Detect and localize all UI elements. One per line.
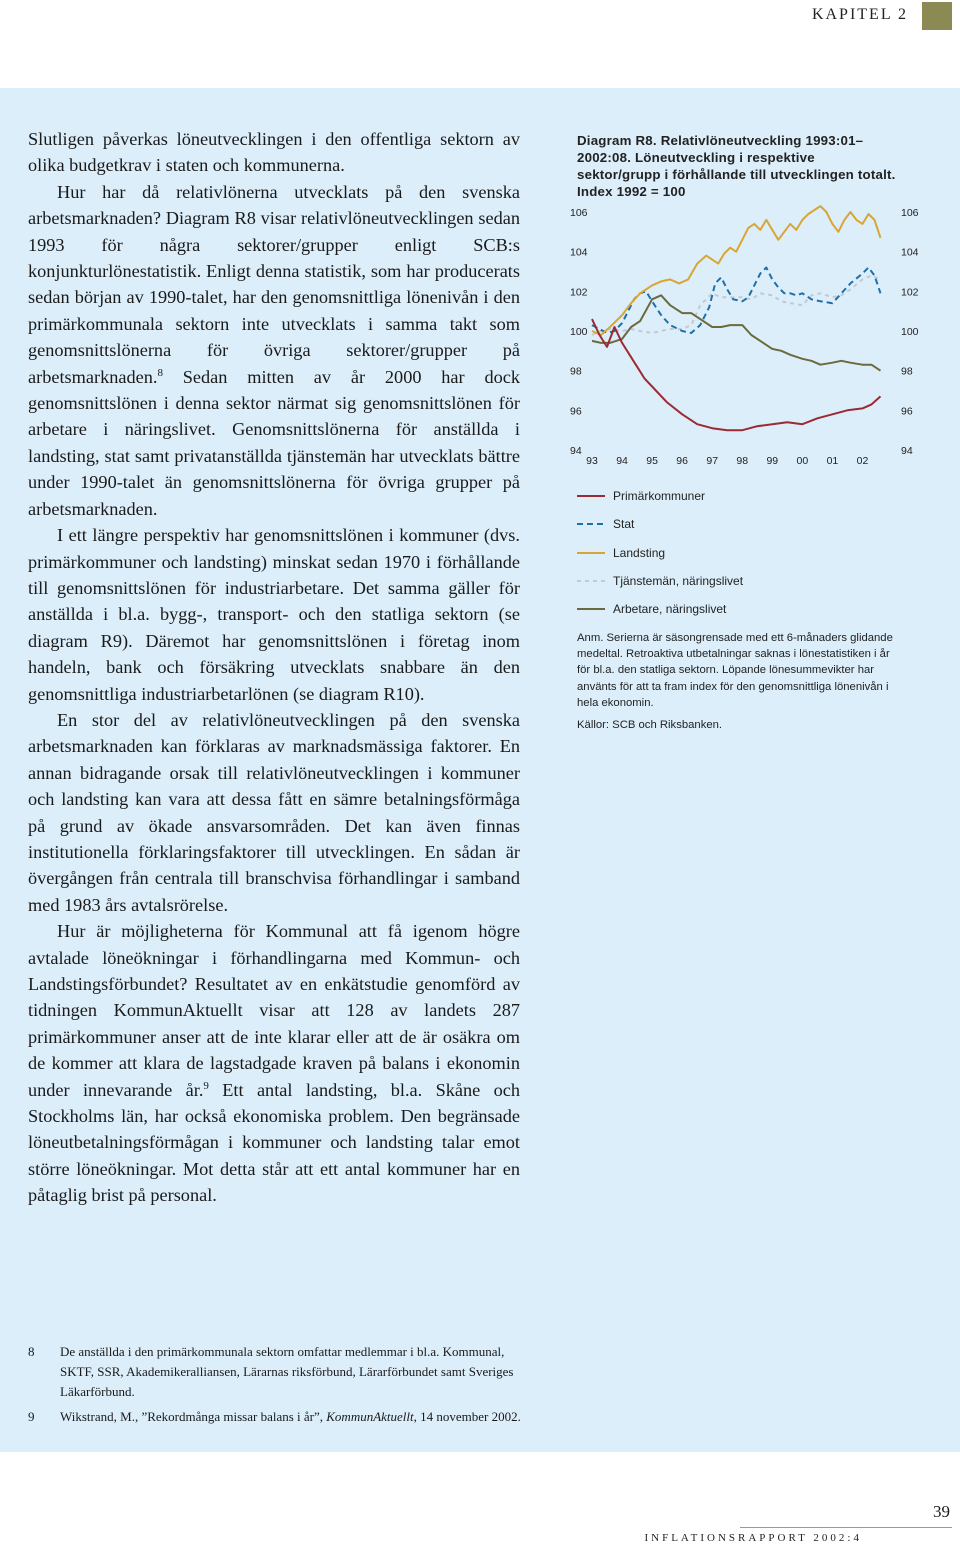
footnote-number: 8: [28, 1344, 35, 1359]
footnote-ref[interactable]: 9: [203, 1079, 209, 1092]
legend-label: Tjänstemän, näringslivet: [613, 574, 744, 589]
diagram-caption: [577, 132, 897, 200]
paragraph-text: Slutligen påverkas löneutvecklingen i den offentliga sektorn av olika budgetkrav i staten och kommunerna.: [28, 129, 520, 176]
legend-label: Landsting: [613, 545, 666, 560]
line-chart: [540, 198, 940, 478]
legend-label: Stat: [613, 517, 635, 532]
legend-item: [577, 482, 743, 510]
x-tick-label: 94: [616, 455, 628, 467]
series-line-0: [592, 319, 881, 430]
legend-item: [577, 567, 743, 595]
x-tick-label: 01: [826, 455, 839, 467]
x-tick-label: 02: [856, 455, 869, 467]
legend-swatch: [577, 519, 605, 529]
paragraph-p5: [28, 918, 520, 1208]
sources-text: Källor: SCB och Riksbanken.: [577, 719, 723, 732]
chart-notes: [577, 630, 897, 739]
series-line-4: [592, 295, 881, 370]
legend-swatch: [577, 604, 605, 614]
y-tick-label-left: 106: [570, 207, 588, 219]
legend-item: [577, 595, 743, 623]
footnote-text: [60, 1407, 521, 1427]
footnotes: [28, 1342, 528, 1432]
x-tick-label: 99: [766, 455, 779, 467]
y-tick-label-left: 104: [570, 246, 588, 259]
y-tick-label-right: 98: [901, 365, 913, 378]
chapter-color-swatch: [922, 2, 952, 30]
x-tick-label: 93: [586, 455, 598, 467]
paragraph-text: Hur har då relativlönerna utvecklats på den svenska arbetsmarknaden? Diagram R8 visar relativlöneutvecklingen sedan 1993 för några sektorer/grupper enligt SCB:s konjunkturlönestatistik. Enligt denna statistik, som har producerats sedan början av 1990-talet, har den genomsnittliga lönenivån i den primärkommunala sektorn inte utvecklats i samma takt som genomsnittslönerna för övriga sektorer/grupper på arbetsmarknaden.: [28, 181, 520, 387]
paragraph-text: En stor del av relativlöneutvecklingen på den svenska arbetsmarknaden kan förklaras av marknadsmässiga faktorer. En annan bidragande orsak till relativlöneutvecklingen i kommuner och landsting kan vara att dessa fått en sämre betalningsförmåga på grund av ökade ansvarsområden. Det kan även finnas institutionella förklaringsfaktorer till utvecklingen. En sådan är övergången från centrala till branschvisa förhandlingar i samband med 1983 års avtalsrörelse.: [28, 709, 520, 915]
y-tick-label-left: 96: [570, 405, 582, 418]
y-tick-label-left: 102: [570, 286, 588, 299]
paragraph-text: Sedan mitten av år 2000 har dock genomsnittslönen i denna sektor närmat sig genomsnittslönen för arbetare i näringslivet. Genomsnittslönerna för anställda i landsting, stat samt privatanställda tjänstemän har utvecklats bättre under 1990-talet än genomsnittslönerna för övriga grupper på arbetsmarknaden.: [28, 366, 520, 519]
page-header: [0, 0, 960, 32]
legend-swatch: [577, 548, 605, 558]
y-tick-label-right: 100: [901, 326, 919, 338]
paragraph-p4: [28, 707, 520, 918]
paragraph-text: Ett antal landsting, bl.a. Skåne och Stockholms län, har också ekonomiska problem. Den begränsade löneutbetalningsförmågan i kommuner och landsting talar emot större löneökningar. Mot detta står att ett antal kommuner har en påtaglig brist på personal.: [28, 1079, 521, 1206]
y-tick-label-right: 94: [901, 445, 913, 457]
footnote-9: [28, 1407, 528, 1427]
legend-label: Arbetare, näringslivet: [613, 602, 727, 617]
y-tick-label-left: 94: [570, 445, 582, 457]
diagram-title: Diagram R8. Relativlöneutveckling 1993:01–2002:08. Löneutveckling i respektive sektor/grupp i förhållande till utvecklingen totalt. Index 1992 = 100: [577, 133, 896, 199]
y-tick-label-right: 106: [901, 207, 919, 219]
x-tick-label: 00: [796, 455, 809, 467]
paragraph-text: Hur är möjligheterna för Kommunal att få igenom högre avtalade löneökningar i förhandlingarna med Kommun- och Landstingsförbundet? Resultatet av en enkätstudie genomförd av tidningen KommunAktuellt visar att 128 av landets 287 primärkommuner anser att de inte klarar eller att de är osäkra om de kommer att klara de lagstadgade kraven på balans i ekonomin under innevarande år.: [28, 921, 520, 1100]
page-number: 39: [933, 1502, 950, 1521]
y-tick-label-right: 102: [901, 286, 919, 299]
legend-item: [577, 510, 743, 538]
y-tick-label-left: 100: [570, 326, 588, 338]
citation-date: , 14 november 2002.: [413, 1409, 521, 1424]
y-tick-label-right: 104: [901, 246, 919, 259]
legend-label: Primärkommuner: [613, 489, 706, 504]
paragraph-text: I ett längre perspektiv har genomsnittslönen i kommuner (dvs. primärkommuner och landsting) minskat sedan 1970 i förhållande till genomsnittslönen för industriarbetare. Det samma gäller för anställda i bl.a. bygg-, transport- och den statliga sektorn (se diagram R9). Däremot har genomsnittslönen i företag inom handeln, bank och försäkring utvecklats snabbare än den genomsnittliga industriarbetarlönen (se diagram R10).: [28, 525, 520, 704]
citation-source: KommunAktuellt: [326, 1409, 414, 1424]
notes-text: Anm. Serierna är säsongrensade med ett 6-månaders glidande medeltal. Retroaktiva utbetalningar saknas i lönestatistiken i år för bl.a. den statliga sektorn. Löpande lönesummevikter har använts för att ta fram index för den genomsnittliga lönenivån i hela ekonomin.: [577, 632, 893, 709]
x-tick-label: 97: [706, 455, 719, 467]
x-tick-label: 98: [736, 455, 749, 467]
paragraph-p2: [28, 179, 520, 522]
legend-swatch: [577, 491, 605, 501]
footnote-ref[interactable]: 8: [157, 366, 163, 379]
citation-author: Wikstrand, M., ”Rekordmånga missar balans i år”,: [60, 1409, 327, 1424]
legend-item: [577, 539, 743, 567]
footnote-text: De anställda i den primärkommunala sektorn omfattar medlemmar i bl.a. Kommunal, SKTF, SSR, Akademikeralliansen, Lärarnas riksförbund, Lärarförbundet samt Sveriges Läkarförbund.: [60, 1344, 514, 1399]
footnote-8: [28, 1342, 528, 1402]
publication-title: INFLATIONSRAPPORT 2002:4: [644, 1532, 862, 1544]
paragraph-p1: [28, 126, 520, 179]
body-text: [28, 126, 520, 1209]
chapter-label: KAPITEL 2: [811, 6, 908, 23]
legend-swatch: [577, 576, 605, 586]
footer-rule: [740, 1527, 952, 1528]
footnote-number: 9: [28, 1409, 35, 1424]
chart-legend: [577, 482, 743, 623]
y-tick-label-left: 98: [570, 365, 582, 378]
x-tick-label: 95: [646, 455, 658, 467]
y-tick-label-right: 96: [901, 405, 913, 418]
x-tick-label: 96: [676, 455, 688, 467]
paragraph-p3: [28, 522, 520, 707]
series-line-2: [592, 206, 881, 335]
